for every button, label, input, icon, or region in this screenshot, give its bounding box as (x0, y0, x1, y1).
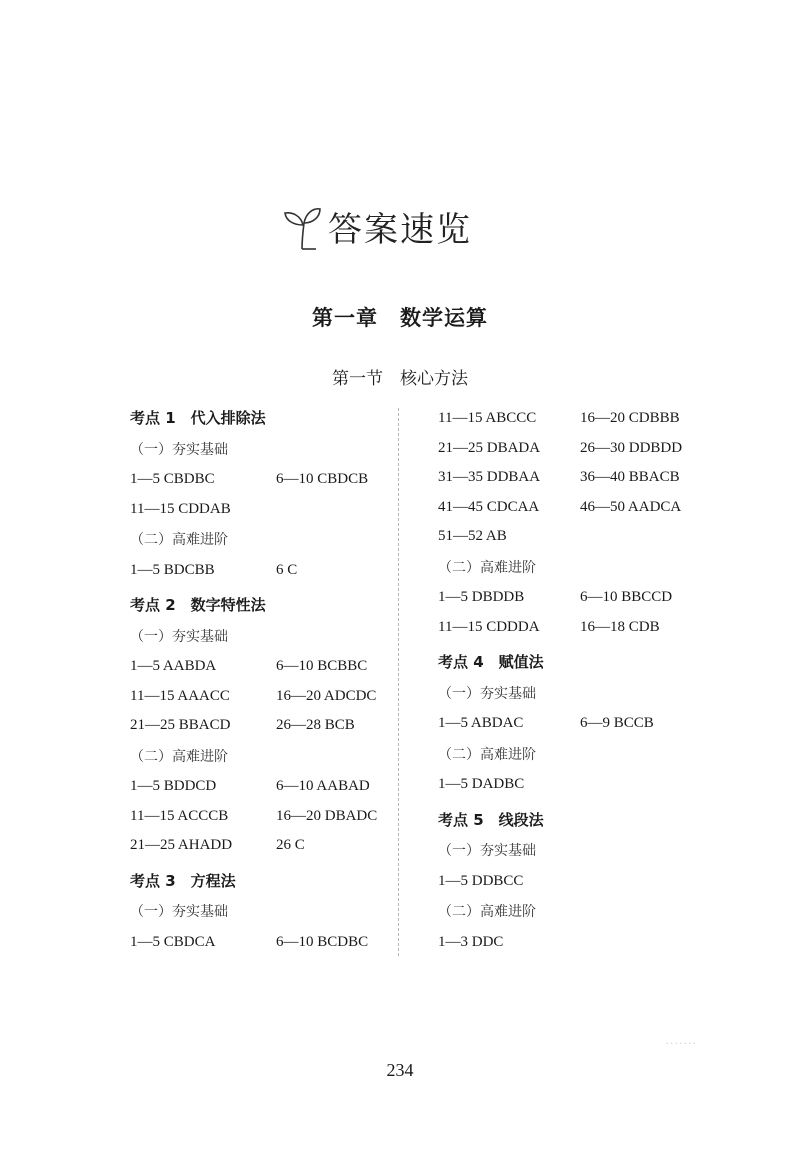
answer-row (130, 802, 392, 832)
answer-range: 31—35 DDBAA (438, 469, 541, 485)
answer-row (130, 711, 392, 741)
answer-range: 6—10 BCDBC (276, 933, 369, 950)
answer-range: 1—5 DDBCC (438, 872, 524, 889)
answer-row (130, 682, 392, 712)
subsection-label: （一）夯实基础 (438, 685, 536, 702)
answer-range: 16—20 ADCDC (276, 687, 377, 704)
subsection-label: （一）夯实基础 (130, 441, 228, 458)
answer-range: 6—10 BBCCD (580, 589, 673, 605)
answers-right-column (438, 404, 718, 957)
answer-row (438, 434, 718, 464)
subsection-label: （二）高难进阶 (130, 532, 228, 548)
answer-range: 21—25 BBACD (130, 717, 231, 733)
page-number: 234 (386, 1060, 414, 1080)
answer-range: 1—5 DADBC (438, 776, 525, 792)
answer-range: 1—5 BDDCD (130, 778, 217, 794)
answer-range: 6—10 BCBBC (276, 658, 368, 674)
topic-heading: 考点 4 赋值法 (438, 653, 544, 671)
answer-row (130, 465, 392, 495)
answer-row (130, 495, 392, 525)
answer-range: 16—20 DBADC (276, 807, 378, 824)
answer-row (438, 463, 718, 493)
answer-row (438, 867, 718, 897)
answer-row (130, 772, 392, 802)
answer-range: 1—5 AABDA (130, 658, 217, 674)
answer-range: 11—15 CDDAB (130, 500, 231, 517)
answer-range: 51—52 AB (438, 528, 507, 544)
answer-range: 1—5 DBDDB (438, 589, 525, 605)
topic-heading: 考点 2 数字特性法 (130, 596, 266, 614)
page-banner (280, 198, 472, 254)
answer-range: 26—30 DDBDD (580, 439, 683, 456)
answer-range: 41—45 CDCAA (438, 498, 540, 515)
answer-range: 1—5 ABDAC (438, 715, 524, 731)
subsection-label: （二）高难进阶 (438, 559, 536, 576)
answer-range: 11—15 AAACC (130, 687, 230, 704)
answer-row (438, 709, 718, 739)
answer-range: 36—40 BBACB (580, 469, 680, 485)
answer-row (438, 493, 718, 523)
topic-heading: 考点 1 代入排除法 (130, 409, 266, 427)
column-divider (398, 408, 399, 956)
answer-row (438, 613, 718, 643)
answer-range: 21—25 AHADD (130, 837, 233, 853)
answer-range: 1—5 CBDBC (130, 471, 215, 487)
answer-row (438, 404, 718, 434)
subsection-label: （一）夯实基础 (438, 843, 536, 859)
answer-range: 6—9 BCCB (580, 715, 654, 731)
answers-left-column (130, 404, 392, 957)
subsection-label: （二）高难进阶 (130, 748, 228, 765)
answer-row (130, 831, 392, 861)
answer-range: 21—25 DBADA (438, 439, 541, 456)
answer-range: 1—3 DDC (438, 933, 504, 950)
answer-range: 16—20 CDBBB (580, 410, 680, 426)
answer-row (130, 556, 392, 586)
answer-range: 11—15 ABCCC (438, 410, 537, 426)
subsection-label: （二）高难进阶 (438, 746, 536, 763)
answer-row (130, 652, 392, 682)
answer-range: 6—10 AABAD (276, 778, 370, 794)
sprout-icon (280, 201, 324, 251)
answer-row (438, 522, 718, 552)
answer-range: 1—5 CBDCA (130, 933, 216, 950)
decorative-dots: ....... (666, 1036, 698, 1047)
section-title: 第一节 核心方法 (332, 369, 468, 389)
banner-title: 答案速览 (328, 209, 472, 250)
chapter-title: 第一章 数学运算 (312, 306, 488, 330)
answer-range: 26 C (276, 837, 305, 853)
topic-heading: 考点 5 线段法 (438, 810, 544, 829)
subsection-label: （一）夯实基础 (130, 904, 228, 920)
subsection-label: （一）夯实基础 (130, 628, 228, 645)
answer-row (130, 928, 392, 958)
answer-range: 16—18 CDB (580, 618, 660, 635)
topic-heading: 考点 3 方程法 (130, 871, 236, 890)
answer-range: 46—50 AADCA (580, 498, 682, 515)
answer-range: 6 C (276, 561, 298, 578)
answer-range: 1—5 BDCBB (130, 561, 215, 578)
answer-row (438, 770, 718, 800)
answer-row (438, 583, 718, 613)
answer-range: 6—10 CBDCB (276, 471, 369, 487)
answer-row (438, 928, 718, 958)
answer-range: 11—15 CDDDA (438, 618, 540, 635)
subsection-label: （二）高难进阶 (438, 904, 536, 920)
answer-range: 11—15 ACCCB (130, 807, 229, 824)
answer-range: 26—28 BCB (276, 717, 355, 733)
